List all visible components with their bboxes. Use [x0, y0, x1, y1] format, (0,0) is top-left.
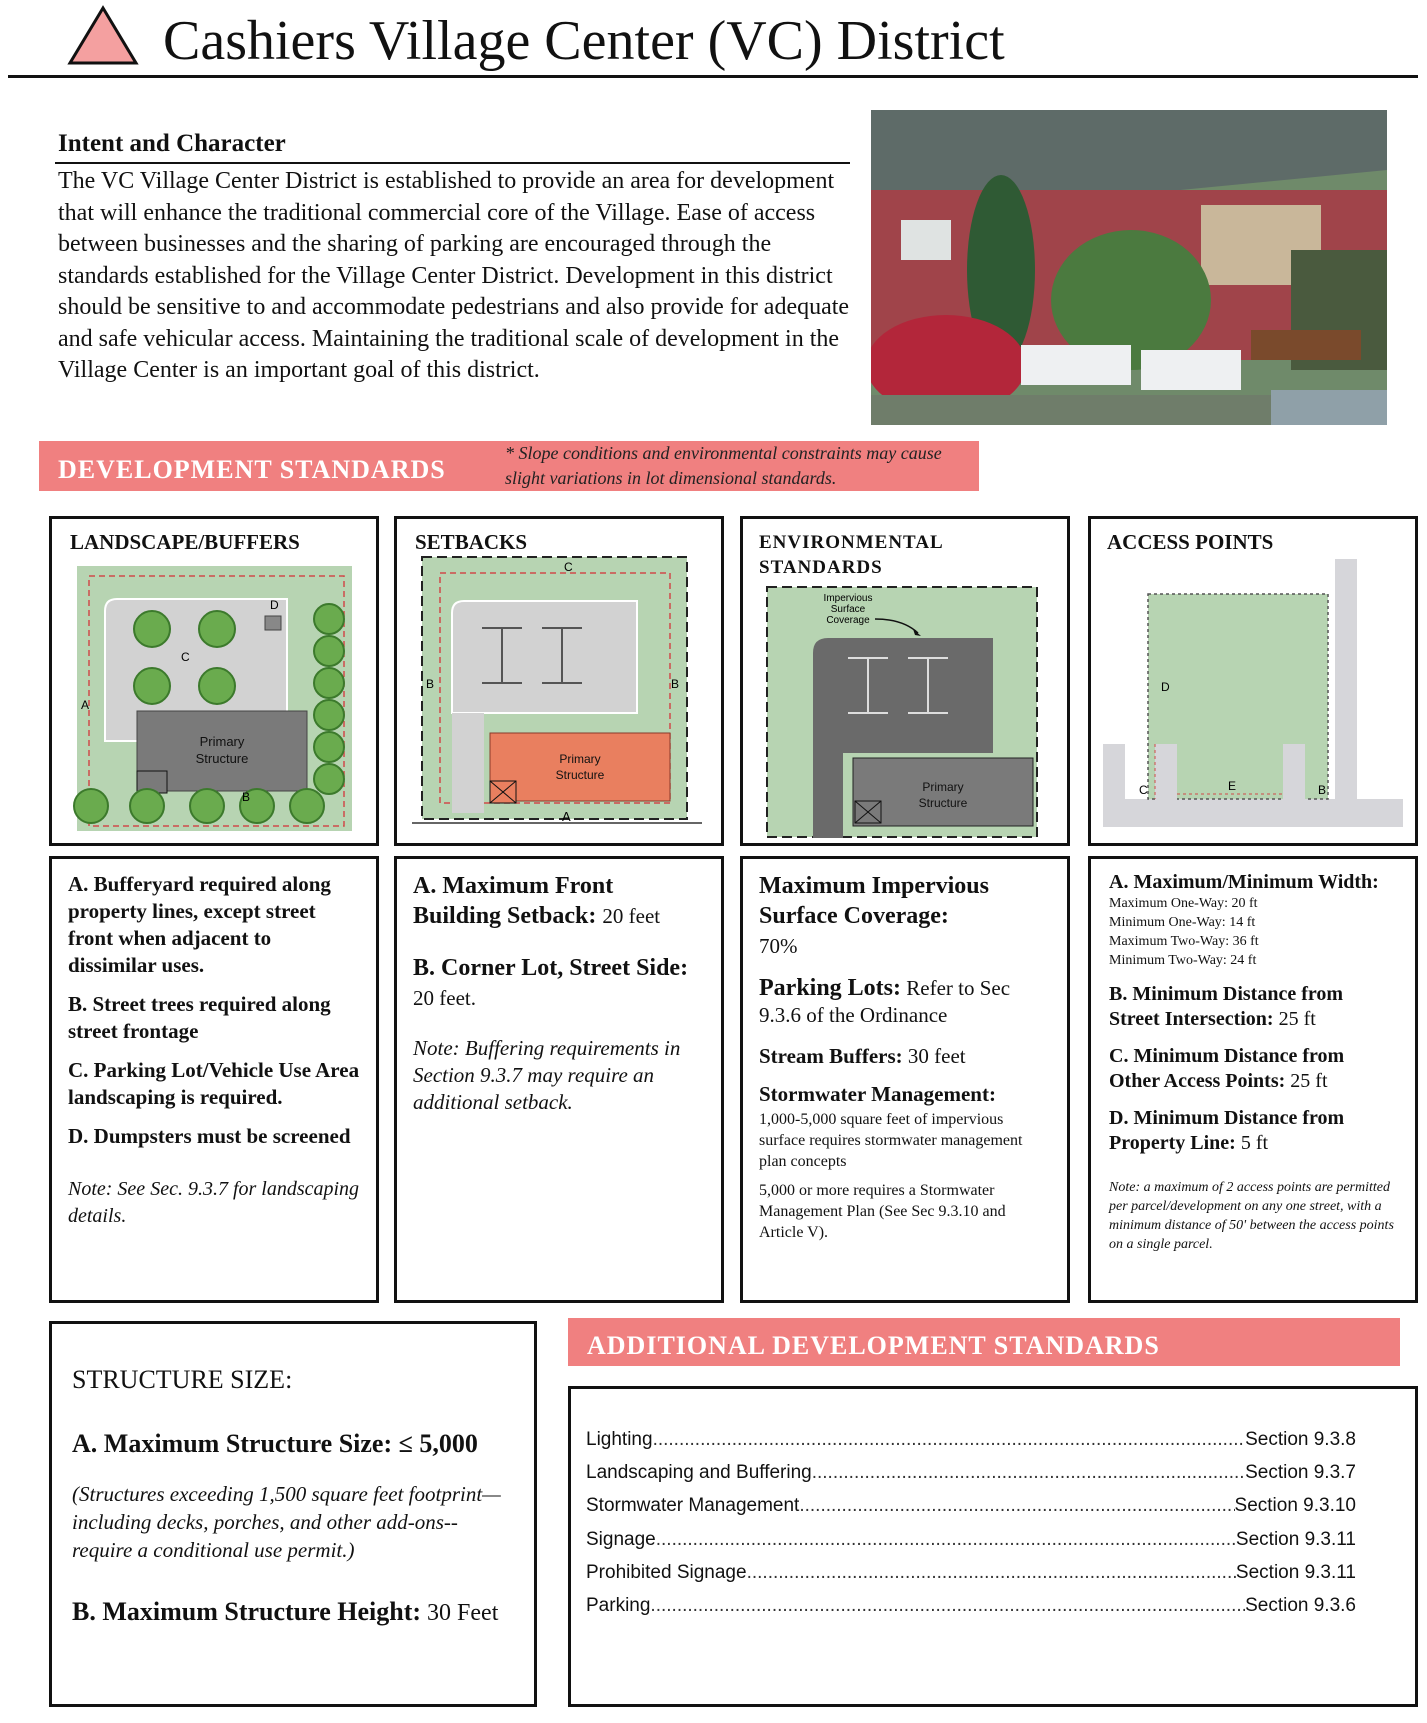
- environmental-heading-line2: STANDARDS: [759, 557, 883, 578]
- environmental-heading-line1: ENVIRONMENTAL: [759, 532, 944, 553]
- landscape-label-a: A: [81, 698, 90, 712]
- setbacks-label-b-right: B: [671, 677, 680, 691]
- environmental-stream-title: Stream Buffers:: [759, 1044, 903, 1068]
- environmental-storm-text-2: 5,000 or more requires a Stormwater Management Plan (See Sec 9.3.10 and Article V).: [759, 1182, 1006, 1241]
- page-title: Cashiers Village Center (VC) District: [163, 10, 1005, 72]
- access-label-e: E: [1228, 779, 1237, 793]
- additional-row-label: Parking: [586, 1595, 651, 1616]
- table-row: [586, 1493, 1356, 1519]
- setbacks-diagram-box: [394, 516, 724, 846]
- access-label-b: B: [1318, 783, 1327, 797]
- setbacks-structure-label-1: Primary: [559, 752, 601, 766]
- environmental-diagram: [763, 583, 1053, 843]
- triangle-logo-icon: [66, 5, 140, 67]
- access-diagram: [1103, 554, 1413, 844]
- header-divider: [8, 75, 1418, 78]
- landscape-label-d: D: [270, 598, 279, 612]
- table-row: [586, 1560, 1356, 1586]
- environmental-stream-value: 30 feet: [907, 1044, 966, 1068]
- setbacks-note: Note: Buffering requirements in Section 9.3.7 may require an additional setback.: [413, 1036, 681, 1114]
- environmental-impervious-label-1: Impervious: [823, 593, 873, 604]
- access-item-c-value: 25 ft: [1290, 1070, 1328, 1092]
- landscape-diagram-box: [49, 516, 379, 846]
- access-item-b-title: B. Minimum Distance from Street Intersection:: [1109, 983, 1344, 1030]
- structure-size-b-value: 30 Feet: [427, 1600, 499, 1626]
- landscape-heading: LANDSCAPE/BUFFERS: [70, 530, 300, 554]
- environmental-structure-label-1: Primary: [922, 780, 964, 794]
- access-width-item: Maximum One-Way: 20 ft: [1109, 896, 1258, 911]
- access-label-d: D: [1161, 680, 1170, 694]
- environmental-impervious-label-3: Coverage: [826, 615, 870, 626]
- access-width-list: [1109, 894, 1397, 970]
- additional-row-section: Section 9.3.8: [1245, 1429, 1356, 1450]
- setbacks-label-c: C: [564, 560, 573, 574]
- landscape-structure-label-2: Structure: [195, 751, 249, 766]
- setbacks-heading: SETBACKS: [415, 530, 528, 554]
- setbacks-diagram: [412, 553, 712, 843]
- additional-standards-title: ADDITIONAL DEVELOPMENT STANDARDS: [587, 1331, 1160, 1360]
- environmental-storm-title: Stormwater Management:: [759, 1082, 996, 1106]
- additional-row-section: Section 9.3.6: [1245, 1595, 1356, 1616]
- environmental-coverage: [759, 871, 1051, 961]
- environmental-diagram-box: [740, 516, 1070, 846]
- landscape-text-box: [49, 856, 379, 1303]
- landscape-label-b: B: [242, 790, 251, 804]
- access-text-box: [1088, 856, 1418, 1303]
- environmental-coverage-value: 70%: [759, 934, 798, 958]
- structure-size-heading: STRUCTURE SIZE:: [72, 1365, 293, 1394]
- setbacks-text-box: [394, 856, 724, 1303]
- environmental-parking-value: Refer to Sec 9.3.6 of the Ordinance: [759, 976, 1011, 1027]
- structure-size-b: [72, 1596, 516, 1629]
- access-heading: ACCESS POINTS: [1107, 530, 1274, 554]
- environmental-structure-label-2: Structure: [918, 796, 968, 810]
- setbacks-item-a-value: 20 feet: [602, 904, 661, 928]
- additional-row-label: Prohibited Signage: [586, 1562, 747, 1583]
- access-item-d-title: D. Minimum Distance from Property Line:: [1109, 1107, 1345, 1154]
- landscape-note: Note: See Sec. 9.3.7 for landscaping details.: [68, 1178, 360, 1227]
- environmental-impervious-label-2: Surface: [830, 604, 866, 615]
- landscape-diagram: [67, 561, 367, 841]
- additional-row-label: Lighting: [586, 1429, 653, 1450]
- additional-row-section: Section 9.3.7: [1245, 1462, 1356, 1483]
- landscape-item-b: B. Street trees required along street frontage: [68, 992, 331, 1043]
- access-width-item: Minimum One-Way: 14 ft: [1109, 915, 1256, 930]
- access-diagram-box: [1088, 516, 1418, 846]
- table-row: [586, 1527, 1356, 1553]
- environmental-stream: [759, 1043, 1051, 1070]
- environmental-storm-text-1: 1,000-5,000 square feet of impervious surface requires stormwater management plan concepts: [759, 1111, 1023, 1170]
- village-center-photo: [871, 110, 1387, 425]
- setbacks-label-b-left: B: [426, 677, 435, 691]
- setbacks-item-b-title: B. Corner Lot, Street Side:: [413, 955, 689, 981]
- setbacks-label-a: A: [562, 809, 571, 824]
- environmental-heading: [759, 530, 944, 580]
- environmental-coverage-title: Maximum Impervious Surface Coverage:: [759, 873, 989, 929]
- additional-row-label: Stormwater Management: [586, 1495, 800, 1516]
- structure-size-a-title: A. Maximum Structure Size: ≤ 5,000: [72, 1429, 478, 1458]
- additional-row-section: Section 9.3.11: [1235, 1529, 1356, 1550]
- environmental-parking-title: Parking Lots:: [759, 975, 902, 1001]
- intent-body: The VC Village Center District is established to provide an area for development that will enhance the traditional commercial core of the Village. Ease of access between businesses and the sharing of parking are encouraged through the standards established for the Village Center District. Development in this district should be sensitive to and accommodate pedestrians and also provide for adequate and safe vehicular access. Maintaining the traditional scale of development in the Village Center is an important goal of this district.: [58, 168, 850, 383]
- additional-row-section: Section 9.3.10: [1234, 1495, 1356, 1516]
- additional-row-label: Landscaping and Buffering: [586, 1462, 812, 1483]
- access-item-c: [1109, 1044, 1397, 1094]
- access-label-c: C: [1139, 783, 1148, 797]
- access-item-b-value: 25 ft: [1278, 1008, 1316, 1030]
- setbacks-item-a: [413, 871, 705, 931]
- additional-row-section: Section 9.3.11: [1235, 1562, 1356, 1583]
- table-row: [586, 1593, 1356, 1619]
- access-width-item: Minimum Two-Way: 24 ft: [1109, 953, 1257, 968]
- landscape-structure-label-1: Primary: [199, 734, 245, 749]
- table-row: [586, 1460, 1356, 1486]
- dev-standards-title: DEVELOPMENT STANDARDS: [58, 455, 446, 484]
- structure-size-box: [49, 1321, 537, 1707]
- setbacks-item-b-value: 20 feet.: [413, 986, 476, 1010]
- setbacks-item-b: [413, 953, 705, 1013]
- intent-heading: Intent and Character: [58, 130, 286, 157]
- environmental-parking: [759, 975, 1051, 1029]
- access-width-item: Maximum Two-Way: 36 ft: [1109, 934, 1259, 949]
- access-width-title: A. Maximum/Minimum Width:: [1109, 871, 1379, 893]
- additional-row-label: Signage: [586, 1529, 656, 1550]
- structure-size-b-title: B. Maximum Structure Height:: [72, 1597, 422, 1626]
- access-item-d-value: 5 ft: [1240, 1132, 1269, 1154]
- setbacks-item-a-title: A. Maximum Front Building Setback:: [413, 873, 614, 929]
- access-note: Note: a maximum of 2 access points are permitted per parcel/development on any one street, with a minimum distance of 50' between the access points on a single parcel.: [1109, 1180, 1394, 1252]
- access-item-b: [1109, 982, 1397, 1032]
- landscape-item-d: D. Dumpsters must be screened: [68, 1124, 351, 1148]
- access-item-d: [1109, 1106, 1397, 1156]
- environmental-text-box: [740, 856, 1070, 1303]
- intent-divider: [55, 162, 850, 164]
- landscape-item-a: A. Bufferyard required along property lines, except street front when adjacent to dissimilar uses.: [68, 872, 331, 977]
- dev-standards-note: * Slope conditions and environmental constraints may cause slight variations in lot dimensional standards.: [505, 443, 942, 488]
- setbacks-structure-label-2: Structure: [555, 768, 605, 782]
- landscape-label-c: C: [181, 650, 190, 664]
- landscape-item-c: C. Parking Lot/Vehicle Use Area landscaping is required.: [68, 1058, 360, 1109]
- structure-size-a-note: (Structures exceeding 1,500 square feet footprint—including decks, porches, and other add-ons-- require a conditional use permit.): [72, 1482, 501, 1562]
- access-item-c-title: C. Minimum Distance from Other Access Points:: [1109, 1045, 1345, 1092]
- table-row: [586, 1427, 1356, 1453]
